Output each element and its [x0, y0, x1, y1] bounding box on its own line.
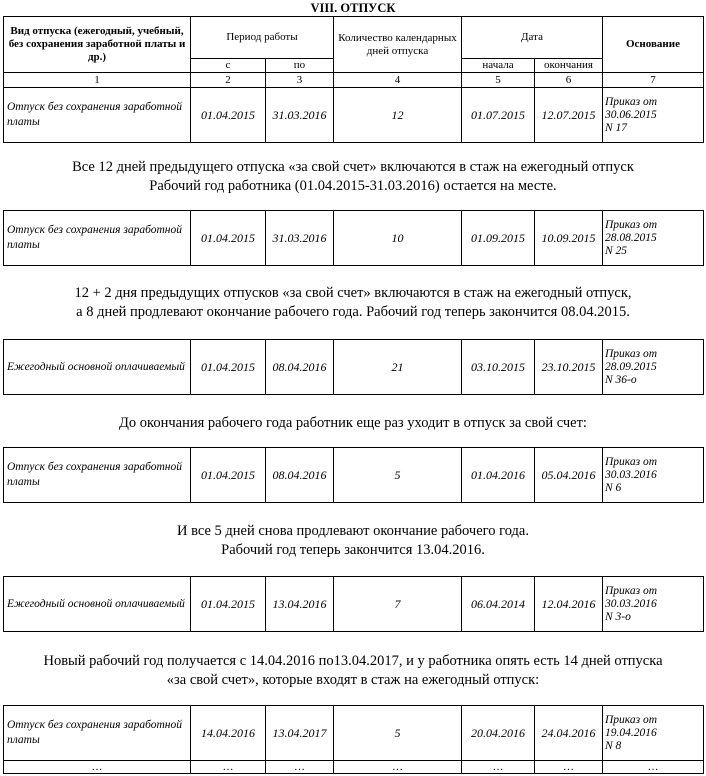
- col-start: начала: [462, 59, 535, 73]
- vacation-table-fragment: [3, 210, 704, 266]
- cell-type: Отпуск без сохранения заработной платы: [4, 211, 191, 266]
- cell-days: 10: [334, 211, 462, 266]
- table-row: [4, 340, 704, 395]
- col-to: по: [266, 59, 334, 73]
- cell-type: Ежегодный основной оплачиваемый: [4, 577, 191, 632]
- vacation-table-fragment: [3, 339, 704, 395]
- cell-ellipsis: …: [462, 761, 535, 774]
- cell-days: 12: [334, 88, 462, 143]
- cell-ellipsis: …: [266, 761, 334, 774]
- cell-start: 01.07.2015: [462, 88, 535, 143]
- cell-type: Отпуск без сохранения заработной платы: [4, 706, 191, 761]
- cell-from: 01.04.2015: [191, 211, 266, 266]
- cell-from: 14.04.2016: [191, 706, 266, 761]
- cell-to: 31.03.2016: [266, 88, 334, 143]
- vacation-table-fragment: [3, 447, 704, 503]
- cell-end: 10.09.2015: [535, 211, 603, 266]
- cell-basis: Приказ от 28.09.2015 N 36-о: [603, 340, 704, 395]
- col-date: Дата: [462, 17, 603, 59]
- vacation-table-fragment: [3, 576, 704, 632]
- col-number: 6: [535, 73, 603, 88]
- cell-from: 01.04.2015: [191, 577, 266, 632]
- col-number: 1: [4, 73, 191, 88]
- cell-start: 06.04.2014: [462, 577, 535, 632]
- cell-days: 5: [334, 706, 462, 761]
- col-basis: Основание: [603, 17, 704, 73]
- cell-end: 24.04.2016: [535, 706, 603, 761]
- table-row: [4, 706, 704, 761]
- col-from: с: [191, 59, 266, 73]
- cell-basis: Приказ от 30.06.2015 N 17: [603, 88, 704, 143]
- cell-type: Отпуск без сохранения заработной платы: [4, 448, 191, 503]
- cell-ellipsis: …: [4, 761, 191, 774]
- col-number: 2: [191, 73, 266, 88]
- cell-end: 12.07.2015: [535, 88, 603, 143]
- cell-start: 01.04.2016: [462, 448, 535, 503]
- cell-to: 13.04.2016: [266, 577, 334, 632]
- explanation-note: И все 5 дней снова продлевают окончание рабочего года. Рабочий год теперь закончится 13.04.2016.: [177, 523, 529, 558]
- cell-start: 20.04.2016: [462, 706, 535, 761]
- cell-days: 21: [334, 340, 462, 395]
- col-number: 3: [266, 73, 334, 88]
- cell-to: 08.04.2016: [266, 340, 334, 395]
- section-title: VIII. ОТПУСК: [310, 1, 396, 15]
- cell-to: 13.04.2017: [266, 706, 334, 761]
- cell-type: Отпуск без сохранения заработной платы: [4, 88, 191, 143]
- cell-basis: Приказ от 30.03.2016 N 3-о: [603, 577, 704, 632]
- explanation-note: До окончания рабочего года работник еще раз уходит в отпуск за свой счет:: [119, 415, 587, 431]
- cell-end: 23.10.2015: [535, 340, 603, 395]
- vacation-table-header: [3, 16, 704, 143]
- cell-basis: Приказ от 30.03.2016 N 6: [603, 448, 704, 503]
- col-work-period: Период работы: [191, 17, 334, 59]
- cell-days: 5: [334, 448, 462, 503]
- explanation-note: Все 12 дней предыдущего отпуска «за свой счет» включаются в стаж на ежегодный отпуск Рабочий год работника (01.04.2015-31.03.2016) остается на месте.: [72, 159, 634, 194]
- cell-start: 01.09.2015: [462, 211, 535, 266]
- col-number: 5: [462, 73, 535, 88]
- table-row: [4, 88, 704, 143]
- cell-to: 31.03.2016: [266, 211, 334, 266]
- col-days-count: Количество календарных дней отпуска: [334, 17, 462, 73]
- cell-from: 01.04.2015: [191, 88, 266, 143]
- table-row: [4, 448, 704, 503]
- col-number: 7: [603, 73, 704, 88]
- explanation-note: 12 + 2 дня предыдущих отпусков «за свой счет» включаются в стаж на ежегодный отпуск, а 8 дней продлевают окончание рабочего года. Рабочий год теперь закончится 08.04.2015.: [74, 285, 632, 320]
- cell-basis: Приказ от 28.08.2015 N 25: [603, 211, 704, 266]
- col-number: 4: [334, 73, 462, 88]
- cell-ellipsis: …: [334, 761, 462, 774]
- cell-end: 05.04.2016: [535, 448, 603, 503]
- cell-basis: Приказ от 19.04.2016 N 8: [603, 706, 704, 761]
- cell-from: 01.04.2015: [191, 448, 266, 503]
- cell-end: 12.04.2016: [535, 577, 603, 632]
- cell-start: 03.10.2015: [462, 340, 535, 395]
- cell-type: Ежегодный основной оплачиваемый: [4, 340, 191, 395]
- col-vacation-type: Вид отпуска (ежегодный, учебный, без сохранения заработной платы и др.): [4, 17, 191, 73]
- table-row: [4, 577, 704, 632]
- cell-ellipsis: …: [535, 761, 603, 774]
- explanation-note: Новый рабочий год получается с 14.04.2016 по13.04.2017, и у работника опять есть 14 дней отпуска «за свой счет», которые входят в стаж на ежегодный отпуск:: [43, 653, 663, 688]
- cell-to: 08.04.2016: [266, 448, 334, 503]
- col-end: окончания: [535, 59, 603, 73]
- cell-days: 7: [334, 577, 462, 632]
- table-row-ellipsis: [4, 761, 704, 774]
- table-row: [4, 211, 704, 266]
- vacation-table-fragment: [3, 705, 704, 774]
- cell-ellipsis: …: [603, 761, 704, 774]
- cell-ellipsis: …: [191, 761, 266, 774]
- cell-from: 01.04.2015: [191, 340, 266, 395]
